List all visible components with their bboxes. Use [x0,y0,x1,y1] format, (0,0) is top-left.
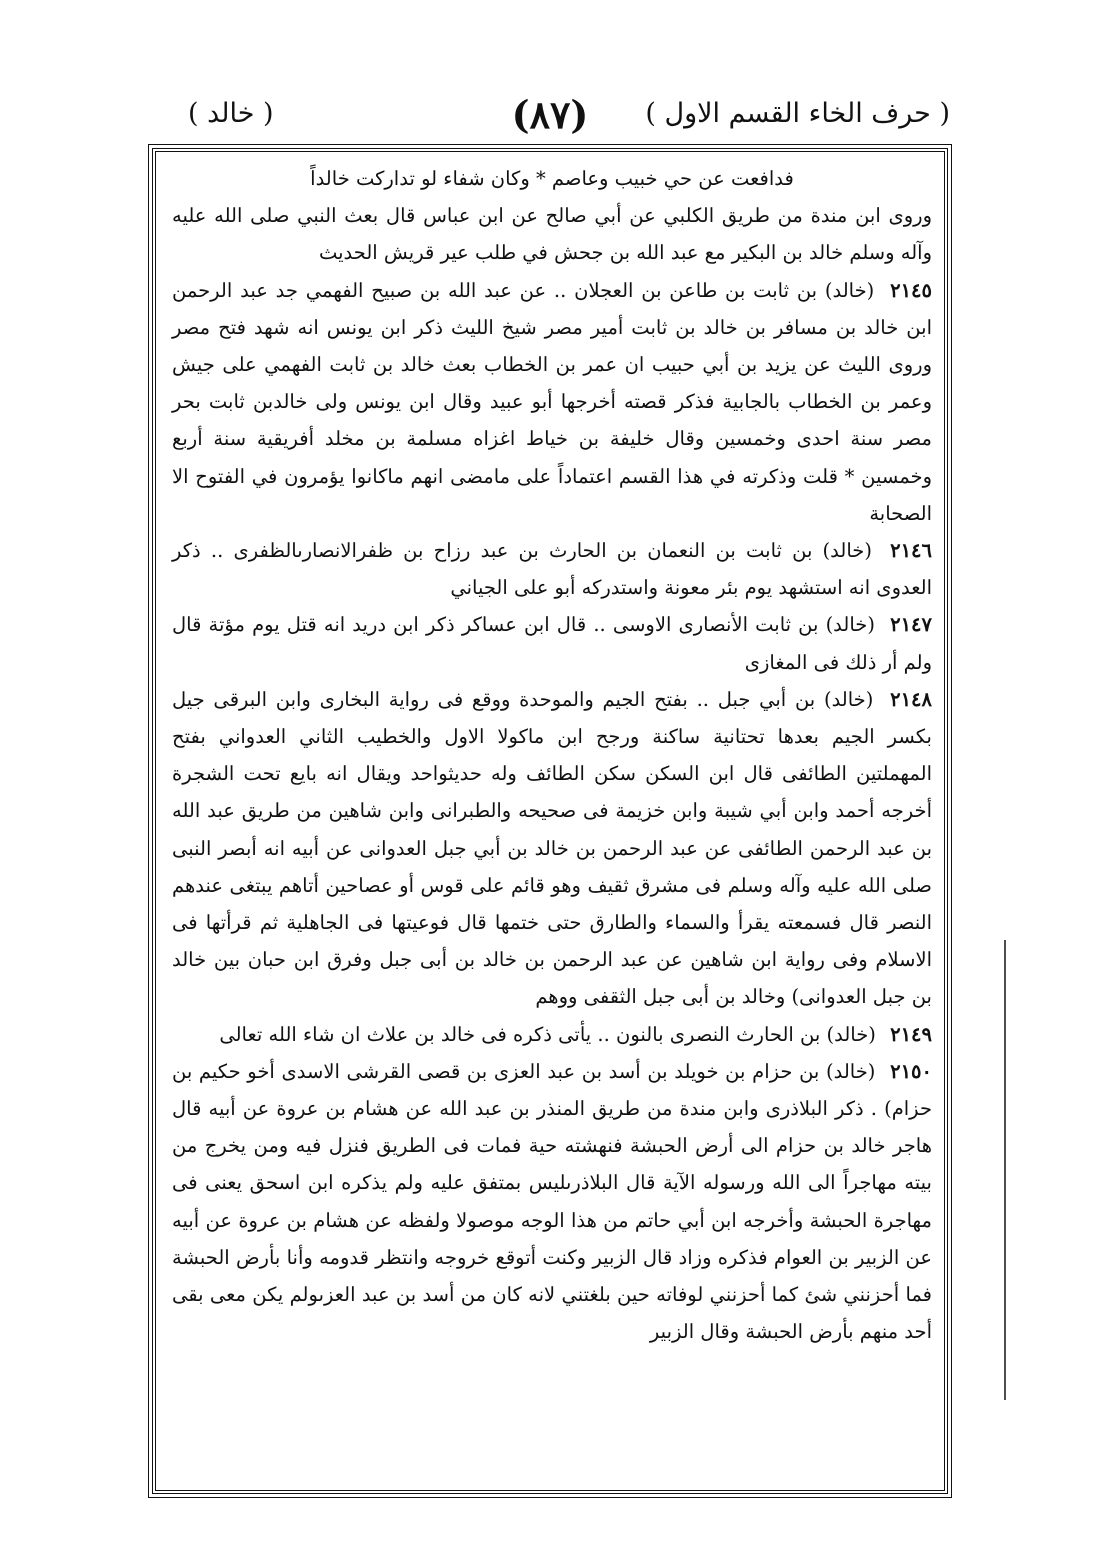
entry-2148 [172,681,932,1016]
section-title: ( حرف الخاء القسم الاول ) [645,98,950,129]
entry-number: ٢١٤٨ [890,687,932,711]
margin-rule [1004,940,1006,1400]
poetry-verse: فدافعت عن حي خبيب وعاصم * وكان شفاء لو تداركت خالداً [310,167,794,190]
entry-text: (خالد) بن ثابت الأنصارى الاوسى .. قال ابن عساكر ذكر ابن دريد انه قتل يوم مؤتة قال ولم أر ذلك فى المغازى [172,613,932,674]
entry-number: ٢١٥٠ [890,1059,932,1083]
entry-text: (خالد) بن حزام بن خويلد بن أسد بن عبد العزى بن قصى القرشى الاسدى أخو حكيم بن حزام) . ذكر البلاذرى وابن مندة من طريق المنذر بن عبد الله عن هشام بن عروة عن أبيه قال هاجر خالد بن حزام الى أرض الحبشة فنهشته حية فمات فى الطريق فنزل فيه ومن يخرج من بيته مهاجراً الى الله ورسوله الآية قال البلاذرىليس بمتفق عليه ولم يذكره ابن اسحق يعنى فى مهاجرة الحبشة وأخرجه ابن أبي حاتم من هذا الوجه موصولا ولفظه عن هشام بن عروة عن أبيه عن الزبير بن العوام فذكره وزاد قال الزبير وكنت أتوقع خروجه وانتظر قدومه وأنا بأرض الحبشة فما أحزنني شئ كما أحزنني لوفاته حين بلغتني لانه كان من أسد بن عبد العزىولم يكن معى بقى أحد منهم بأرض الحبشة وقال الزبير [172,1059,932,1344]
running-head-name: ( خالد ) [188,98,274,129]
entry-number: ٢١٤٧ [890,613,932,637]
entry-number: ٢١٤٥ [890,278,932,302]
paragraph: وروى ابن مندة من طريق الكلبي عن أبي صالح عن ابن عباس قال بعث النبي صلى الله عليه وآله وسلم خالد بن البكير مع عبد الله بن جحش في طلب عير قريش الحديث [172,204,932,265]
entry-2146 [172,532,932,606]
entry-text: (خالد) بن أبي جبل .. بفتح الجيم والموحدة ووقع فى رواية البخارى وابن البرقى جيل بكسر الجيم بعدها تحتانية ساكنة ورجح ابن ماكولا الاول والخطيب الثاني العدواني بفتح المهملتين الطائفى قال ابن السكن سكن الطائف وله حديثواحد ويقال انه بايع تحت الشجرة أخرجه أحمد وابن أبي شيبة وابن خزيمة فى صحيحه والطبرانى وابن شاهين من طريق عبد الله بن عبد الرحمن الطائفى عن عبد الرحمن بن خالد بن أبي جبل العدوانى عن أبيه انه أبصر النبى صلى الله عليه وآله وسلم فى مشرق ثقيف وهو قائم على قوس أو عصاحين أتاهم يبتغى عندهم النصر قال فسمعته يقرأ والسماء والطارق حتى ختمها قال فوعيتها فى الجاهلية ثم قرأتها فى الاسلام وفى رواية ابن شاهين عن عبد الرحمن بن خالد بن أبى جبل وفرق ابن حبان بين خالد بن جبل العدوانى) وخالد بن أبى جبل الثقفى ووهم [172,687,932,1009]
entry-text: (خالد) بن الحارث النصرى بالنون .. يأتى ذكره فى خالد بن علاث ان شاء الله تعالى [219,1022,876,1046]
page-header [150,92,950,148]
entry-2149 [172,1016,932,1053]
entry-2147 [172,606,932,680]
entry-text: (خالد) بن ثابت بن طاعن بن العجلان .. عن عبد الله بن صبيح الفهمي جد عبد الرحمن ابن خالد بن مسافر بن خالد بن ثابت أمير مصر شيخ الليث ذكر ابن يونس انه شهد فتح مصر وروى الليث عن يزيد بن أبي حبيب ان عمر بن الخطاب بعث خالد بن ثابت الفهمي على جيش وعمر بن الخطاب بالجابية فذكر قصته أخرجها أبو عبيد وقال ابن يونس ولى خالدبن ثابت بحر مصر سنة احدى وخمسين وقال خليفة بن خياط اغزاه مسلمة بن مخلد أفريقية سنة أربع وخمسين * قلت وذكرته في هذا القسم اعتماداً على مامضى انهم ماكانوا يؤمرون في الفتوح الا الصحابة [172,278,932,525]
page-body [172,160,932,1351]
page-number: (٨٧) [511,92,589,137]
entry-2150 [172,1053,932,1351]
entry-number: ٢١٤٦ [890,539,933,563]
entry-2145 [172,272,932,532]
entry-text: (خالد) بن ثابت بن النعمان بن الحارث بن عبد رزاح بن ظفرالانصارىالظفرى .. ذكر العدوى انه استشهد يوم بئر معونة واستدركه أبو على الجياني [172,539,932,600]
entry-number: ٢١٤٩ [890,1022,932,1046]
